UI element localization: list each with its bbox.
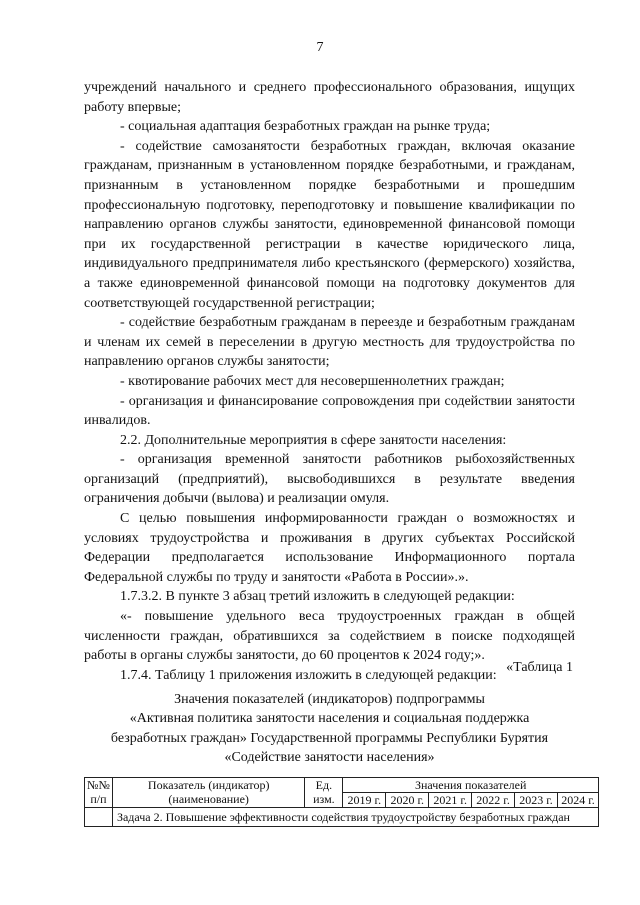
header-number: №№ п/п bbox=[85, 778, 113, 808]
task-cell: Задача 2. Повышение эффективности содействия трудоустройству безработных граждан bbox=[112, 808, 598, 827]
table-title bbox=[84, 690, 575, 768]
paragraph: С целью повышения информированности граждан о возможностях и условиях трудоустройства и проживания в других субъектах Российской Федерации предполагается использование Информационного портала Федеральной службы по труду и занятости «Работа в России».». bbox=[84, 511, 575, 585]
paragraph: 2.2. Дополнительные мероприятия в сфере занятости населения: bbox=[120, 432, 507, 448]
paragraph: «- повышение удельного веса трудоустроенных граждан в общей численности граждан, обратившихся за содействием в поиске подходящей работы в органы службы занятости, до 60 процентов к 2024 году;». bbox=[84, 609, 575, 664]
year-cell: 2020 г. bbox=[386, 793, 429, 808]
paragraph: 1.7.4. Таблицу 1 приложения изложить в следующей редакции: bbox=[120, 667, 497, 683]
table-title-line: Значения показателей (индикаторов) подпрограммы bbox=[174, 692, 485, 707]
paragraph: - организация и финансирование сопровождения при содействии занятости инвалидов. bbox=[84, 393, 575, 429]
table-title-line: «Содействие занятости населения» bbox=[224, 750, 435, 766]
table-header-row bbox=[85, 778, 599, 793]
table-cell-empty bbox=[85, 808, 113, 827]
year-cell: 2019 г. bbox=[343, 793, 386, 808]
header-values: Значения показателей bbox=[343, 778, 599, 793]
indicators-table bbox=[84, 777, 599, 827]
paragraph: - социальная адаптация безработных граждан на рынке труда; bbox=[120, 119, 491, 135]
table-note: «Таблица 1 bbox=[506, 660, 573, 675]
paragraph: - содействие безработным гражданам в переезде и безработным гражданам и членам их семей в переселении в другую местность для трудоустройства по направлению органов службы занятости; bbox=[84, 315, 575, 370]
table-row bbox=[85, 808, 599, 827]
header-indicator: Показатель (индикатор) (наименование) bbox=[112, 778, 304, 808]
year-cell: 2024 г. bbox=[557, 793, 598, 808]
table-title-line: «Активная политика занятости населения и социальная поддержка bbox=[129, 711, 530, 727]
paragraph: - организация временной занятости работников рыбохозяйственных организаций (предприятий), высвободившихся в результате введения ограничения добычи (вылова) и реализации омуля. bbox=[84, 452, 575, 507]
year-cell: 2023 г. bbox=[515, 793, 558, 808]
year-cell: 2022 г. bbox=[472, 793, 515, 808]
paragraph: - содействие самозанятости безработных граждан, включая оказание гражданам, признанным в установленном порядке безработными, и гражданам, признанным в установленном порядке безработными и прошедшим профессиональную подготовку, переподготовку и повышение квалификации по направлению органов службы занятости, единовременной финансовой помощи при их государственной регистрации в качестве юридического лица, индивидуального предпринимателя либо крестьянского (фермерского) хозяйства, а также единовременной финансовой помощи на подготовку документов для соответствующей государственной регистрации; bbox=[84, 138, 575, 311]
paragraph: - квотирование рабочих мест для несовершеннолетних граждан; bbox=[120, 373, 505, 389]
page-number: 7 bbox=[316, 40, 324, 55]
paragraph: 1.7.3.2. В пункте 3 абзац третий изложить в следующей редакции: bbox=[120, 589, 515, 605]
document-body bbox=[84, 78, 575, 685]
year-cell: 2021 г. bbox=[429, 793, 472, 808]
header-unit: Ед. изм. bbox=[305, 778, 343, 808]
paragraph: учреждений начального и среднего профессионального образования, ищущих работу впервые; bbox=[84, 80, 575, 115]
table-title-line: безработных граждан» Государственной программы Республики Бурятия bbox=[110, 730, 549, 746]
